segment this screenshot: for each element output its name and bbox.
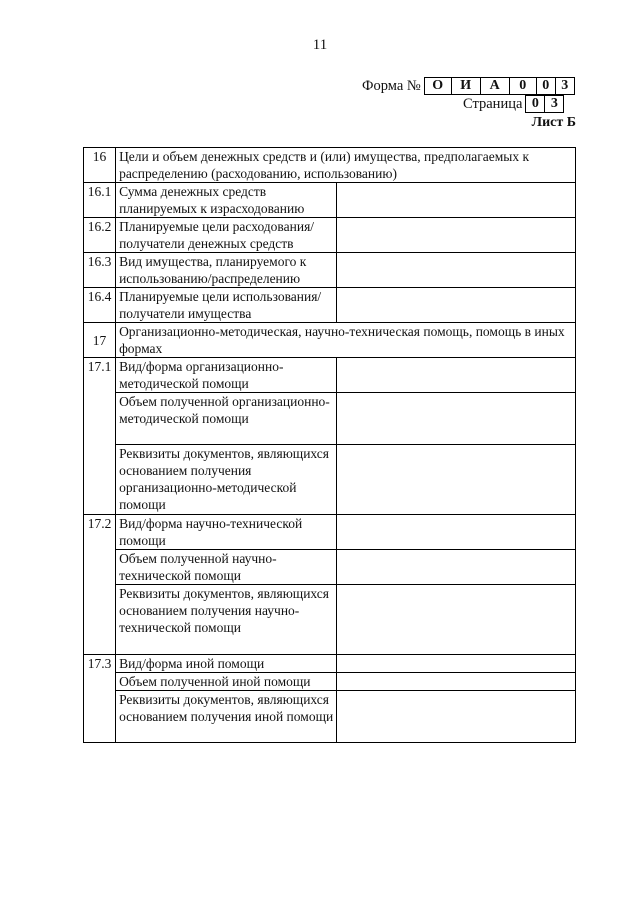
section-row-17 <box>84 323 576 358</box>
row-label: Сумма денежных средств планируемых к израсходованию <box>116 183 336 218</box>
table-row <box>84 183 576 218</box>
row-value-cell[interactable] <box>336 183 576 218</box>
row-value-cell[interactable] <box>336 655 576 673</box>
row-label: Планируемые цели использования/ получатели имущества <box>116 288 336 323</box>
row-label: Планируемые цели расходования/ получатели денежных средств <box>116 218 336 253</box>
section-heading: Цели и объем денежных средств и (или) имущества, предполагаемых к распределению (расходованию, использованию) <box>116 148 576 183</box>
table-row <box>84 445 576 515</box>
row-number: 16 <box>84 148 116 183</box>
page-label: Страница <box>463 95 523 112</box>
row-value-cell[interactable] <box>336 515 576 550</box>
row-value-cell[interactable] <box>336 673 576 691</box>
row-value-cell[interactable] <box>336 393 576 445</box>
table-row <box>84 673 576 691</box>
section-heading: Организационно-методическая, научно-техническая помощь, помощь в иных формах <box>116 323 576 358</box>
row-label: Реквизиты документов, являющихся основанием получения научно-технической помощи <box>116 585 336 655</box>
row-label: Реквизиты документов, являющихся основанием получения организационно-методической помощи <box>116 445 336 515</box>
form-code-block <box>362 77 575 95</box>
table-row <box>84 515 576 550</box>
table-row <box>84 691 576 743</box>
page-indicator <box>463 95 564 113</box>
row-value-cell[interactable] <box>336 550 576 585</box>
sheet-label: Лист Б <box>531 115 576 130</box>
row-value-cell[interactable] <box>336 691 576 743</box>
row-number: 17.1 <box>84 358 116 515</box>
row-number: 16.2 <box>84 218 116 253</box>
row-label: Вид/форма научно-технической помощи <box>116 515 336 550</box>
page-cell: 3 <box>544 95 564 113</box>
row-value-cell[interactable] <box>336 218 576 253</box>
row-label: Вид имущества, планируемого к использованию/распределению <box>116 253 336 288</box>
row-label: Объем полученной иной помощи <box>116 673 336 691</box>
row-value-cell[interactable] <box>336 288 576 323</box>
row-label: Вид/форма организационно-методической помощи <box>116 358 336 393</box>
table-row <box>84 655 576 673</box>
table-row <box>84 550 576 585</box>
row-label: Вид/форма иной помощи <box>116 655 336 673</box>
table-row <box>84 585 576 655</box>
table-row <box>84 358 576 393</box>
form-code-cell: 0 <box>509 77 537 95</box>
row-number: 17.3 <box>84 655 116 743</box>
row-value-cell[interactable] <box>336 445 576 515</box>
row-number: 16.1 <box>84 183 116 218</box>
row-number: 17.2 <box>84 515 116 655</box>
form-table <box>83 147 576 743</box>
form-code-cell: А <box>480 77 510 95</box>
table-row <box>84 253 576 288</box>
page-cell: 0 <box>525 95 545 113</box>
table-row <box>84 218 576 253</box>
form-code-cell: О <box>424 77 452 95</box>
form-code-cell: 0 <box>536 77 556 95</box>
row-number: 16.4 <box>84 288 116 323</box>
form-number-label: Форма № <box>362 77 421 94</box>
form-code-cell: И <box>451 77 481 95</box>
row-value-cell[interactable] <box>336 253 576 288</box>
row-value-cell[interactable] <box>336 358 576 393</box>
table-row <box>84 393 576 445</box>
row-value-cell[interactable] <box>336 585 576 655</box>
row-label: Объем полученной научно-технической помощи <box>116 550 336 585</box>
row-number: 16.3 <box>84 253 116 288</box>
row-number: 17 <box>84 323 116 358</box>
row-label: Объем полученной организационно-методической помощи <box>116 393 336 445</box>
row-label: Реквизиты документов, являющихся основанием получения иной помощи <box>116 691 336 743</box>
section-row-16 <box>84 148 576 183</box>
table-row <box>84 288 576 323</box>
page-number: 11 <box>312 37 328 53</box>
form-code-cell: 3 <box>555 77 575 95</box>
